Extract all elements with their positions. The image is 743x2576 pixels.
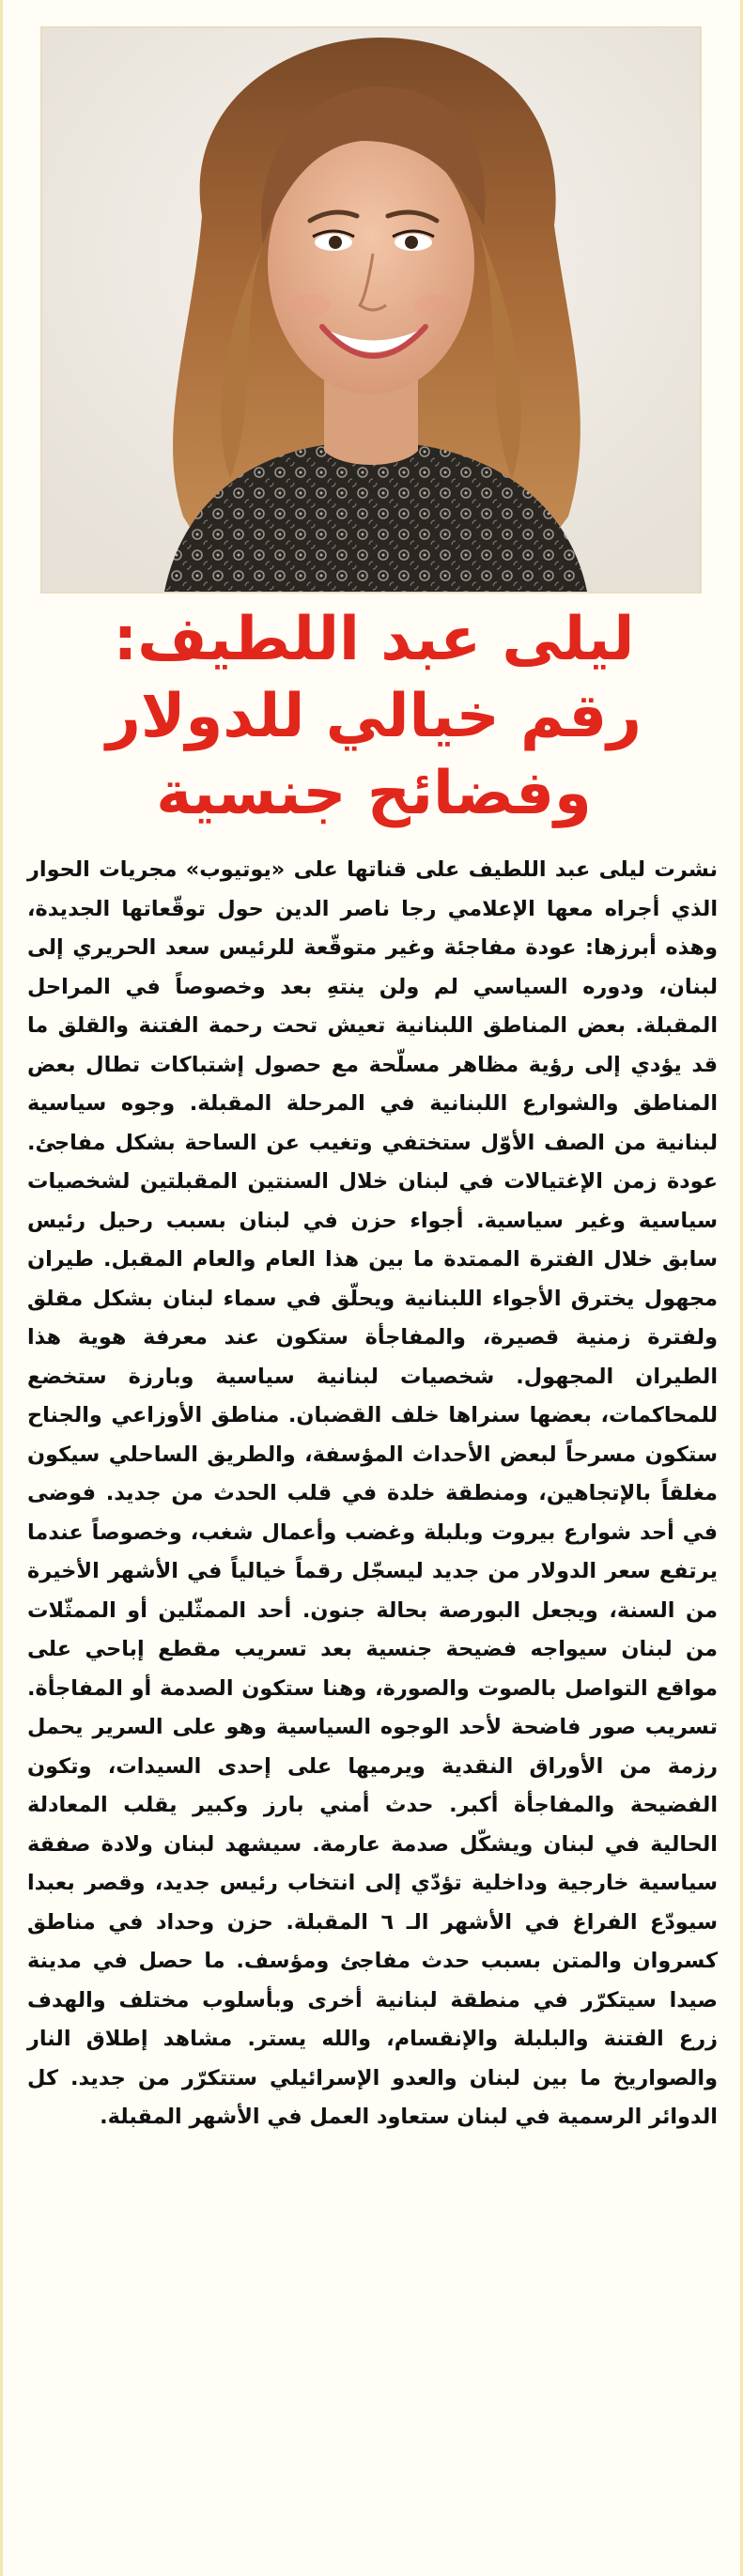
- headline-line-2: رقم خيالي للدولار: [106, 682, 642, 751]
- portrait-illustration: [42, 28, 700, 592]
- headline-line-1: ليلى عبد اللطيف:: [113, 605, 635, 674]
- headline: [31, 601, 717, 832]
- article-body: [27, 851, 718, 2137]
- portrait-photo: [40, 26, 702, 594]
- headline-line-3: وفضائح جنسية: [156, 759, 592, 828]
- article-paragraph: نشرت ليلى عبد اللطيف على قناتها على «يوتيوب» مجريات الحوار الذي أجراه معها الإعلامي رجا ناصر الدين حول توقّعاتها الجديدة، وهذه أبرزها: عودة مفاجئة وغير متوقّعة للرئيس سعد الحريري إلى لبنان، ودوره السياسي لم ولن ينتهِ بعد وخصوصاً في المراحل المقبلة. بعض المناطق اللبنانية تعيش تحت رحمة الفتنة والقلق ما قد يؤدي إلى رؤية مظاهر مسلّحة مع حصول إشتباكات تطال بعض المناطق والشوارع اللبنانية في المرحلة المقبلة. وجوه سياسية لبنانية من الصف الأوّل ستختفي وتغيب عن الساحة بشكل مفاجئ. عودة زمن الإغتيالات في لبنان خلال السنتين المقبلتين لشخصيات سياسية وغير سياسية. أجواء حزن في لبنان بسبب رحيل رئيس سابق خلال الفترة الممتدة ما بين هذا العام والعام المقبل. طيران مجهول يخترق الأجواء اللبنانية ويحلّق في سماء لبنان بشكل مقلق ولفترة زمنية قصيرة، والمفاجأة ستكون عند معرفة هوية هذا الطيران المجهول. شخصيات لبنانية سياسية وبارزة ستخضع للمحاكمات، بعضها سنراها خلف القضبان. مناطق الأوزاعي والجناح ستكون مسرحاً لبعض الأحداث المؤسفة، والطريق الساحلي سيكون مغلقاً بالإتجاهين، ومنطقة خلدة في قلب الحدث من جديد. فوضى في أحد شوارع بيروت وبلبلة وغضب وأعمال شغب، وخصوصاً عندما يرتفع سعر الدولار من جديد ليسجّل رقماً خيالياً في الأشهر الأخيرة من السنة، ويجعل البورصة بحالة جنون. أحد الممثّلين أو الممثّلات من لبنان سيواجه فضيحة جنسية بعد تسريب مقطع إباحي على مواقع التواصل بالصوت والصورة، وهنا ستكون الصدمة أو المفاجأة. تسريب صور فاضحة لأحد الوجوه السياسية وهو على السرير يحمل رزمة من الأوراق النقدية ويرميها على إحدى السيدات، وتكون الفضيحة والمفاجأة أكبر. حدث أمني بارز وكبير يقلب المعادلة الحالية في لبنان ويشكّل صدمة عارمة. سيشهد لبنان ولادة صفقة سياسية خارجية وداخلية تؤدّي إلى انتخاب رئيس جديد، وقصر بعبدا سيودّع الفراغ في الأشهر الـ ٦ المقبلة. حزن وحداد في مناطق كسروان والمتن بسبب حدث مفاجئ ومؤسف. ما حصل في مدينة صيدا سيتكرّر في منطقة لبنانية أخرى وبأسلوب مختلف والهدف زرع الفتنة والبلبلة والإنقسام، والله يستر. مشاهد إطلاق النار والصواريخ ما بين لبنان والعدو الإسرائيلي ستتكرّر من جديد. كل الدوائر الرسمية في لبنان ستعاود العمل في الأشهر المقبلة.: [27, 857, 719, 2129]
